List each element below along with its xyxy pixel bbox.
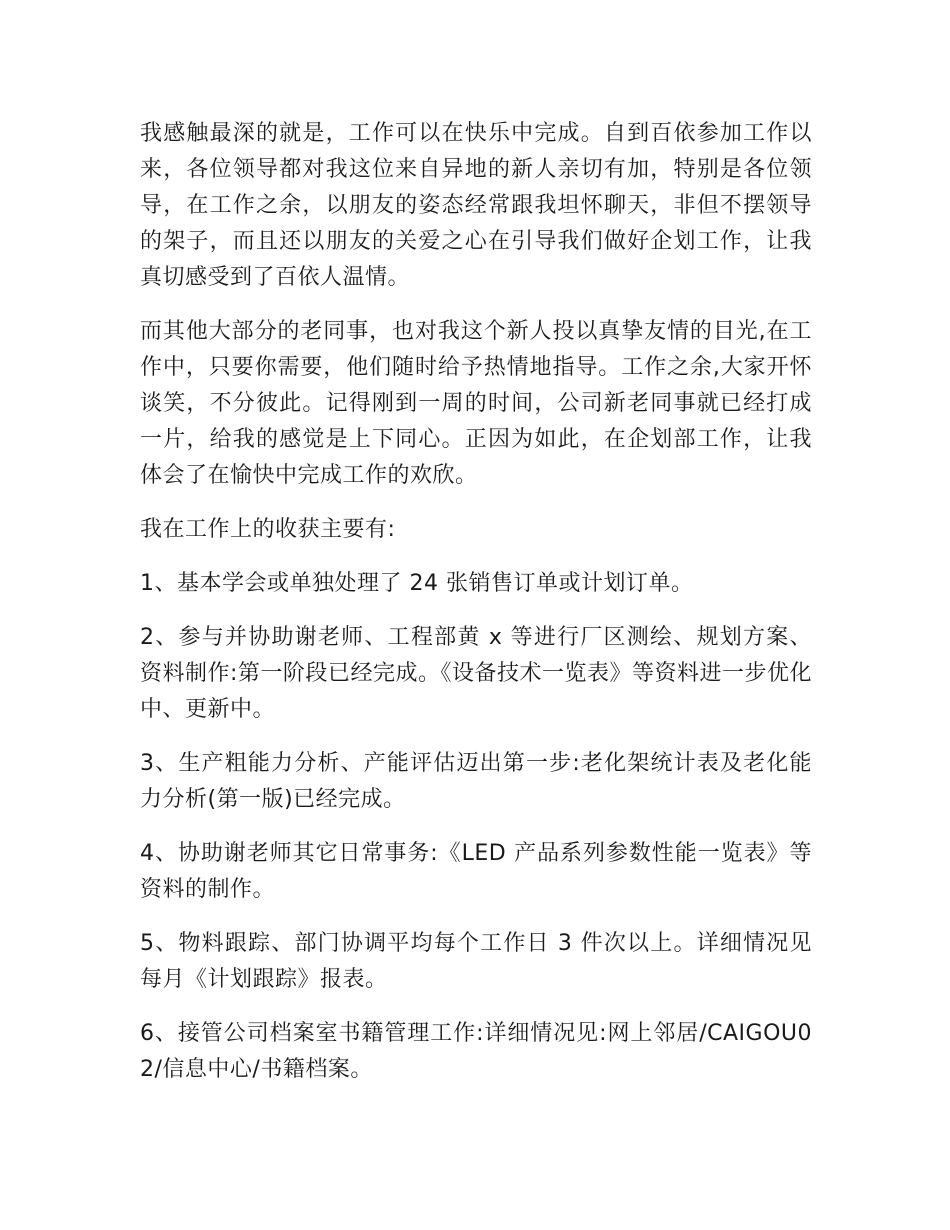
paragraph-intro: 我感触最深的就是，工作可以在快乐中完成。自到百依参加工作以来，各位领导都对我这位来自异地的新人亲切有加，特别是各位领导，在工作之余，以朋友的姿态经常跟我坦怀聊天，非但不摆领导的架子，而且还以朋友的关爱之心在引导我们做好企划工作，让我真切感受到了百依人温情。 (140, 121, 812, 290)
paragraph-colleagues: 而其他大部分的老同事，也对我这个新人投以真挚友情的目光,在工作中，只要你需要，他们随时给予热情地指导。工作之余,大家开怀谈笑，不分彼此。记得刚到一周的时间，公司新老同事就已经打成一片，给我的感觉是上下同心。正因为如此，在企划部工作，让我体会了在愉快中完成工作的欢欣。 (140, 319, 812, 488)
list-item-5: 5、物料跟踪、部门协调平均每个工作日 3 件次以上。详细情况见每月《计划跟踪》报表。 (140, 931, 812, 992)
document-body (140, 116, 812, 1106)
list-item-2: 2、参与并协助谢老师、工程部黄 x 等进行厂区测绘、规划方案、资料制作:第一阶段已经完成。《设备技术一览表》等资料进一步优化中、更新中。 (140, 625, 812, 722)
list-item-4: 4、协助谢老师其它日常事务:《LED 产品系列参数性能一览表》等资料的制作。 (140, 841, 812, 902)
list-item-3: 3、生产粗能力分析、产能评估迈出第一步:老化架统计表及老化能力分析(第一版)已经完成。 (140, 751, 812, 812)
list-item-1: 1、基本学会或单独处理了 24 张销售订单或计划订单。 (140, 571, 694, 596)
list-item-6: 6、接管公司档案室书籍管理工作:详细情况见:网上邻居/CAIGOU02/信息中心/书籍档案。 (140, 1021, 812, 1082)
paragraph-gains-heading: 我在工作上的收获主要有: (140, 517, 396, 542)
